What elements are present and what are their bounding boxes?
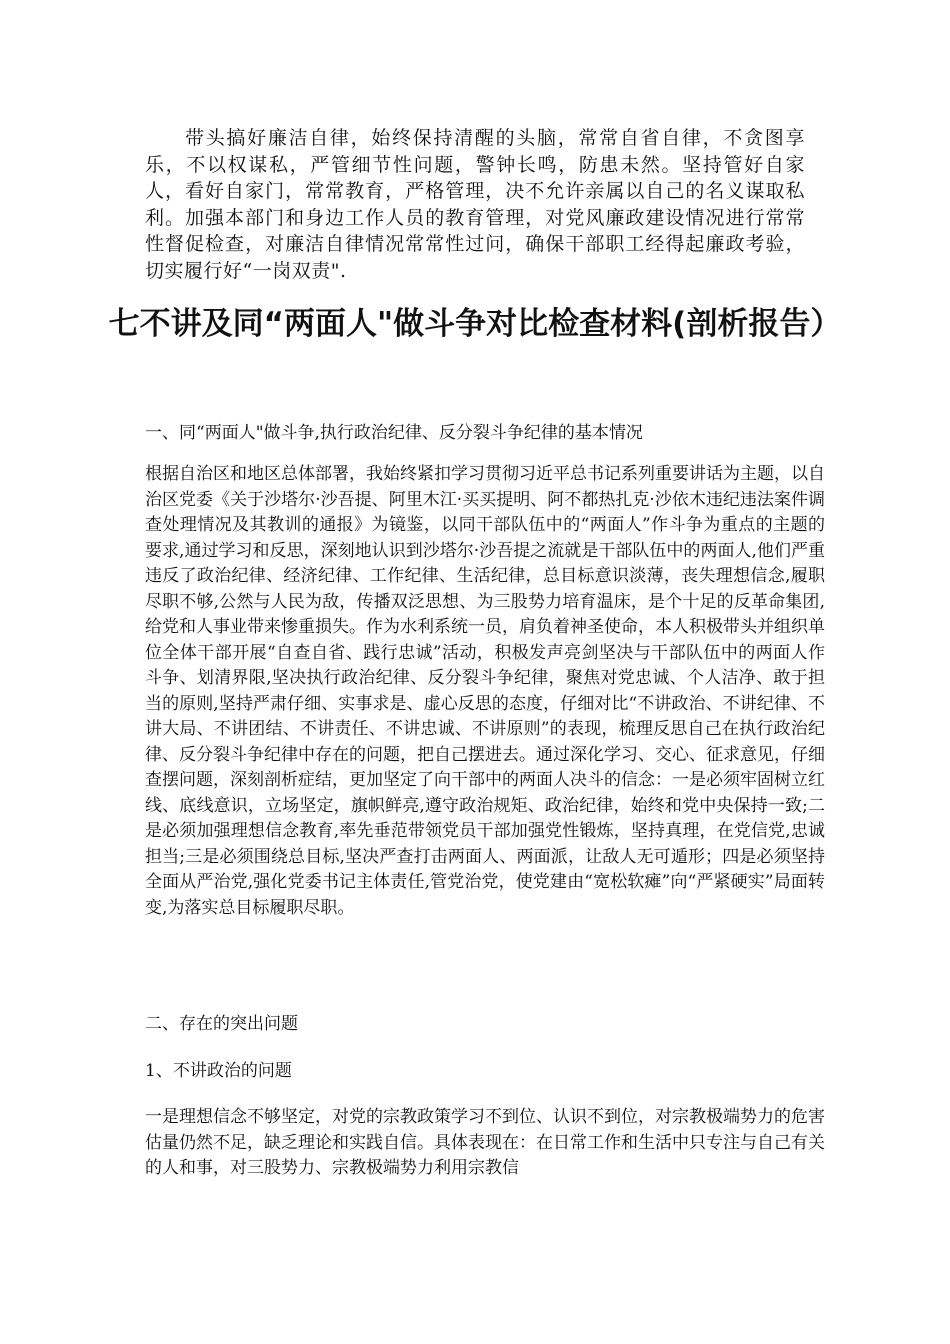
subsection1-heading: 1、不讲政治的问题 [145, 1061, 292, 1081]
section1-body: 根据自治区和地区总体部署，我始终紧扣学习贯彻习近平总书记系列重要讲话为主题，以自治区党委《关于沙塔尔·沙吾提、阿里木江·买买提明、阿不都热扎克·沙依木违纪违法案件调查处理情况及其教训的通报》为镜鉴，以同干部队伍中的“两面人”作斗争为重点的主题的要求,通过学习和反思，深刻地认识到沙塔尔·沙吾提之流就是干部队伍中的两面人,他们严重违反了政治纪律、经济纪律、工作纪律、生活纪律，总目标意识淡薄，丧失理想信念,履职尽职不够,公然与人民为敌，传播双泛思想、为三股势力培育温床，是个十足的反革命集团,给党和人事业带来惨重损失。作为水利系统一员，肩负着神圣使命，本人积极带头并组织单位全体干部开展“自查自省、践行忠诚”活动，积极发声亮剑坚决与干部队伍中的两面人作斗争、划清界限,坚决执行政治纪律、反分裂斗争纪律，聚焦对党忠诚、个人洁净、敢于担当的原则,坚持严肃仔细、实事求是、虚心反思的态度，仔细对比“不讲政治、不讲纪律、不讲大局、不讲团结、不讲责任、不讲忠诚、不讲原则”的表现，梳理反思自己在执行政治纪律、反分裂斗争纪律中存在的问题，把自己摆进去。通过深化学习、交心、征求意见，仔细查摆问题，深刻剖析症结，更加坚定了向干部中的两面人决斗的信念：一是必须牢固树立红线、底线意识，立场坚定，旗帜鲜亮,遵守政治规矩、政治纪律，始终和党中央保持一致;二是必须加强理想信念教育,率先垂范带领党员干部加强党性锻炼，坚持真理，在党信党,忠诚担当;三是必须围绕总目标,坚决严查打击两面人、两面派，让敌人无可遁形；四是必须坚持全面从严治党,强化党委书记主体责任,管党治党，使党建由“宽松软瘫”向“严紧硬实”局面转变,为落实总目标履职尽职。 [145, 464, 825, 918]
document-title: 七不讲及同“两面人"做斗争对比检查材料(剖析报告） [108, 306, 842, 342]
subsection1-body: 一是理想信念不够坚定，对党的宗教政策学习不到位、认识不到位，对宗教极端势力的危害估量仍然不足，缺乏理论和实践自信。具体表现在：在日常工作和生活中只专注与自己有关的人和事，对三股势力、宗教极端势力利用宗教信 [145, 1107, 825, 1178]
section1-heading: 一、同“两面人"做斗争,执行政治纪律、反分裂斗争纪律的基本情况 [145, 423, 643, 443]
section2-heading: 二、存在的突出问题 [145, 1014, 298, 1034]
intro-paragraph: 带头搞好廉洁自律，始终保持清醒的头脑，常常自省自律，不贪图享乐，不以权谋私，严管细节性问题，警钟长鸣，防患未然。坚持管好自家人，看好自家门，常常教育，严格管理，决不允许亲属以自己的名义谋取私利。加强本部门和身边工作人员的教育管理，对党风廉政建设情况进行常常性督促检查，对廉洁自律情况常常性过问，确保干部职工经得起廉政考验，切实履行好“一岗双责". [145, 127, 805, 282]
